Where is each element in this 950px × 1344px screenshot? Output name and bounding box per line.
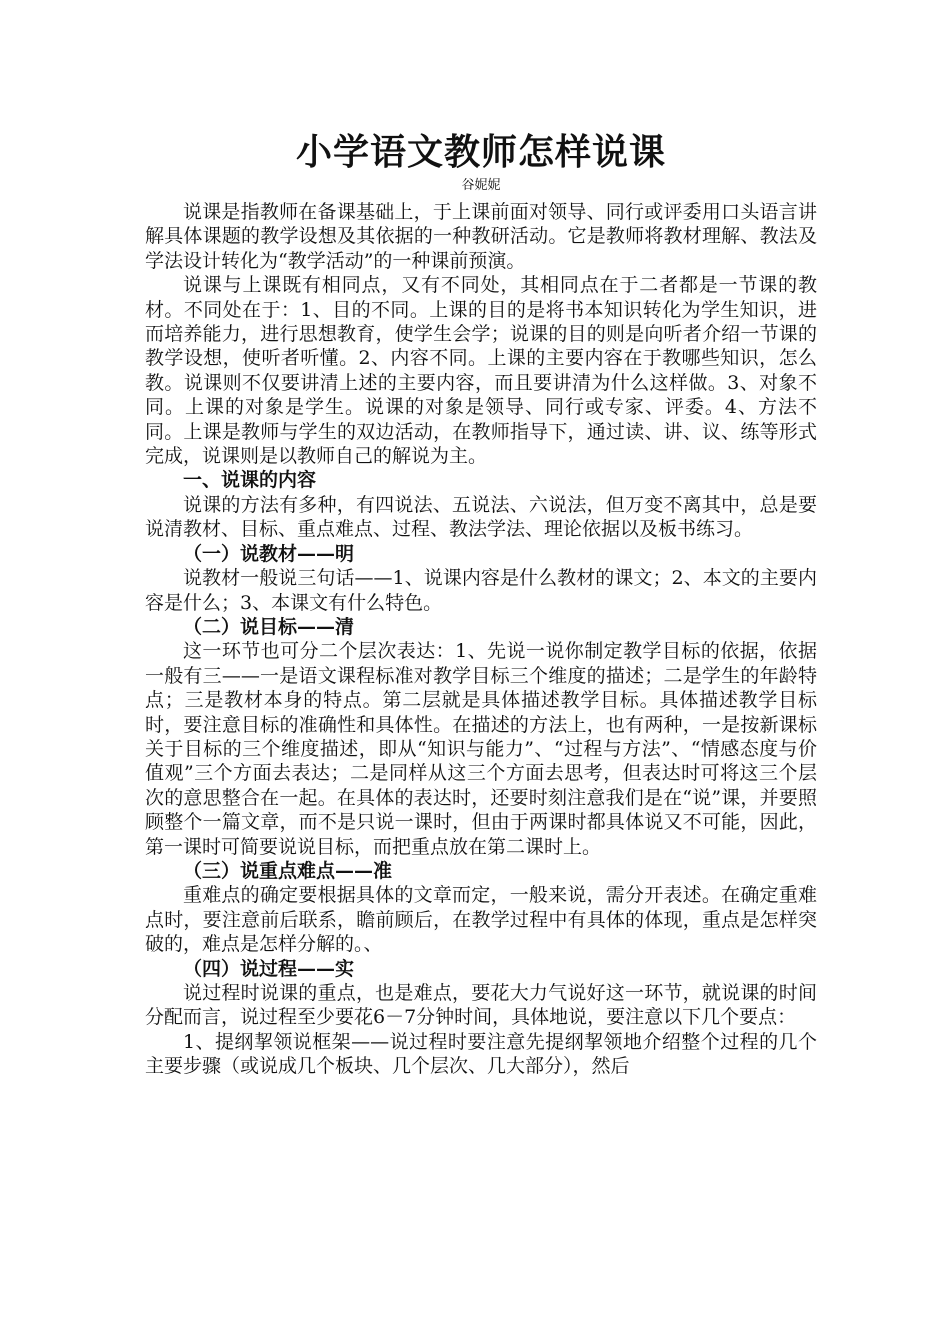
subsection-heading: （二）说目标——清 (183, 615, 355, 638)
paragraph: 说课是指教师在备课基础上，于上课前面对领导、同行或评委用口头语言讲解具体课题的教学设想及其依据的一种教研活动。它是教师将教材理解、教法及学法设计转化为“教学活动”的一种课前预演。 (145, 201, 817, 272)
paragraph: 重难点的确定要根据具体的文章而定，一般来说，需分开表述。在确定重难点时，要注意前后联系，瞻前顾后，在教学过程中有具体的体现，重点是怎样突破的，难点是怎样分解的。、 (145, 884, 817, 956)
paragraph: 这一环节也可分二个层次表达：1、先说一说你制定教学目标的依据，依据一般有三——一是语文课程标准对教学目标三个维度的描述；二是学生的年龄特点；三是教材本身的特点。第二层就是具体描述教学目标。具体描述教学目标时，要注意目标的准确性和具体性。在描述的方法上，也有两种，一是按新课标关于目标的三个维度描述，即从“知识与能力”、“过程与方法”、“情感态度与价值观”三个方面去表达；二是同样从这三个方面去思考，但表达时可将这三个层次的意思整合在一起。在具体的表达时，还要时刻注意我们是在“说”课，并要照顾整个一篇文章，而不是只说一课时，但由于两课时都具体说又不可能，因此，第一课时可简要说说目标，而把重点放在第二课时上。 (145, 640, 817, 858)
document-page (145, 128, 817, 1079)
section-heading: 一、说课的内容 (183, 469, 317, 492)
paragraph: 说教材一般说三句话——1、说课内容是什么教材的课文；2、本文的主要内容是什么；3、本课文有什么特色。 (145, 567, 817, 614)
paragraph: 说过程时说课的重点，也是难点，要花大力气说好这一环节，就说课的时间分配而言，说过程至少要花6－7分钟时间，具体地说，要注意以下几个要点： (145, 982, 817, 1029)
subsection-heading: （三）说重点难点——准 (183, 859, 393, 882)
subsection-heading: （四）说过程——实 (183, 957, 355, 980)
paragraph: 说课的方法有多种，有四说法、五说法、六说法，但万变不离其中，总是要说清教材、目标、重点难点、过程、教法学法、理论依据以及板书练习。 (145, 493, 817, 541)
document-author: 谷妮妮 (461, 178, 501, 193)
document-title: 小学语文教师怎样说课 (295, 131, 666, 173)
subsection-heading: （一）说教材——明 (183, 542, 355, 565)
paragraph: 1、提纲挈领说框架——说过程时要注意先提纲挈领地介绍整个过程的几个主要步骤（或说成几个板块、几个层次、几大部分），然后 (145, 1030, 817, 1078)
paragraph: 说课与上课既有相同点，又有不同处，其相同点在于二者都是一节课的教材。不同处在于：1、目的不同。上课的目的是将书本知识转化为学生知识，进而培养能力，进行思想教育，使学生会学；说课的目的则是向听者介绍一节课的教学设想，使听者听懂。2、内容不同。上课的主要内容在于教哪些知识，怎么教。说课则不仅要讲清上述的主要内容，而且要讲清为什么这样做。3、对象不同。上课的对象是学生。说课的对象是领导、同行或专家、评委。4、方法不同。上课是教师与学生的双边活动，在教师指导下，通过读、讲、议、练等形式完成，说课则是以教师自己的解说为主。 (145, 274, 817, 468)
